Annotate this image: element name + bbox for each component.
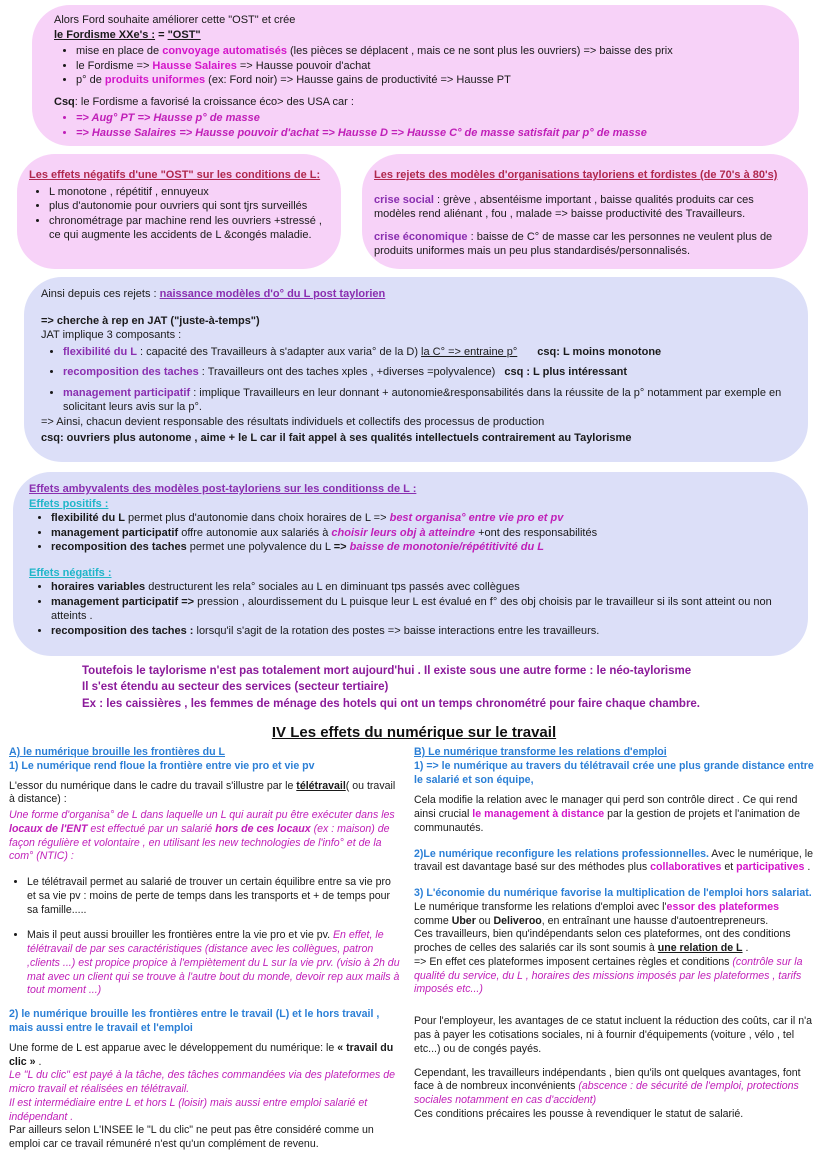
list-item: • => Aug° PT => Hausse p° de masse xyxy=(76,111,777,126)
list-item: • L monotone , répétitif , ennuyeux xyxy=(49,185,327,200)
list-item: • management participatif => pression , alourdissement du L puisque leur L est évalué en f° des obj choisis par le travailleur si ils sont atteint ou non atteints . xyxy=(51,595,790,624)
travail-clic-def-1: Le "L du clic" est payé à la tâche, des tâches commandées via des plateformes de micro travail et réalisées en télétravail. xyxy=(9,1069,395,1096)
fordisme-title: le Fordisme XXe's : = "OST" xyxy=(54,28,201,41)
inconvenients: Cependant, les travailleurs indépendants , bien qu'ils ont quelques avantages, font face à de nombreux inconvénients (abscence : de sécurité de l'emploi, protections sociales notamment en cas d'accident) xyxy=(414,1066,801,1107)
list-item: • Mais il peut aussi brouiller les frontières entre la vie pro et vie pv. En effet, le télétravail de par ses caractéristiques (distance avec les collègues, patron ,clients ...) est propice propice à l'empiètement du L sur la vie prv. (visio à 2h du mat avec un client qui se trouve à l'autre bout du monde, devoir rep aux mails à tout moment ...) xyxy=(27,929,400,998)
effets-negatifs-list xyxy=(29,580,790,638)
effets-positifs-list xyxy=(29,511,790,555)
neo-taylorisme xyxy=(82,663,802,712)
right-section-title: B) Le numérique transforme les relations d'emploi xyxy=(414,746,667,758)
left-section-title: A) le numérique brouille les frontières du L xyxy=(9,746,226,758)
fordisme-box xyxy=(32,5,799,146)
list-item: • recomposition des taches permet une polyvalence du L => baisse de monotonie/répétitivité du L xyxy=(51,540,790,555)
crise-sociale: crise social : grève , absentéisme important , baisse qualités produits car ces modèles rend aliénant , fou , malade => baisse productivité des Travailleurs. xyxy=(374,193,754,221)
fordisme-intro: Alors Ford souhaite améliorer cette "OST" et crée xyxy=(54,14,296,26)
right-sub-3-title: 3) L'économie du numérique favorise la multiplication de l'emploi hors salariat. xyxy=(414,887,812,900)
effets-negatifs-title: Effets négatifs : xyxy=(29,566,112,579)
effets-ambivalents-box xyxy=(13,472,808,656)
teletravail-list xyxy=(9,876,400,998)
list-item: • recomposition des taches : lorsqu'il s'agit de la rotation des postes => baisse interactions entre les travailleurs. xyxy=(51,624,790,639)
list-item: • p° de produits uniformes (ex: Ford noir) => Hausse gains de productivité => Hausse PT xyxy=(76,73,777,88)
neo-line-2: Il s'est étendu au secteur des services (secteur tertiaire) xyxy=(82,681,389,694)
avantages-employeur: Pour l'employeur, les avantages de ce statut incluent la réduction des coûts, car il n'a pas à payer les cotisations sociales, ni à fournir d'équipements (voiture , vélo , tel etc...) ou de congés payés. xyxy=(414,1015,813,1055)
list-item: • mise en place de convoyage automatisés (les pièces se déplacent , mais ce ne sont plus les ouvriers) => baisse des prix xyxy=(76,44,777,59)
teletravail-intro: L'essor du numérique dans le cadre du travail s'illustre par le télétravail( ou travail à distance) : xyxy=(9,779,396,806)
effets-negatifs-list xyxy=(29,185,327,243)
relation-de-l: Ces travailleurs, bien qu'indépendants selon ces plateformes, ont des conditions proches de celles des salariés car ils sont soumis à une relation de L . xyxy=(414,928,791,955)
fordisme-csq: Csq: le Fordisme a favorisé la croissance éco> des USA car : xyxy=(54,95,354,108)
relations-pro: 2)Le numérique reconfigure les relations professionnelles. Avec le numérique, le travail est davantage basé sur des méthodes plus collaboratives et participatives . xyxy=(414,847,813,874)
csq-list xyxy=(54,111,777,140)
right-column xyxy=(414,746,814,1122)
travail-clic-insee: Par ailleurs selon L'INSEE le "L du clic" ne peut pas être considéré comme un emploi car ce travail rémunéré n'est qu'un complément de revenu. xyxy=(9,1124,374,1151)
fordisme-list xyxy=(54,44,777,88)
regles-plateformes: => En effet ces plateformes imposent certaines règles et conditions (contrôle sur la qualité du service, du L , horaires des missions imposés par les plateformes , tarifs imposés etc...) xyxy=(414,955,803,996)
list-item: • management participatif : implique Travailleurs en leur donnant + autonomie&responsabilités dans la réussite de la p° notamment par exemple en solicitant leurs avis sur la p°. xyxy=(63,386,790,415)
list-item: • => Hausse Salaires => Hausse pouvoir d'achat => Hausse D => Hausse C° de masse satisfait par p° de masse xyxy=(76,126,777,141)
post-taylorien-csq: csq: ouvriers plus autonome , aime + le L car il fait appel à ses qualités intellectuels contrairement au Taylorisme xyxy=(41,432,632,445)
teletravail-def: Une forme d'organisa° de L dans laquelle un L qui aurait pu être exécuter dans les locaux de l'ENT est effectué par un salarié hors de ces locaux (ex : maison) de façon régulière et volontaire , en utilisant les new technologies de l'info° et de la com° (NTIC) : xyxy=(9,809,395,863)
list-item: • management participatif offre autonomie aux salariés à choisir leurs obj à atteindre +ont des responsabilités xyxy=(51,526,790,541)
effets-ambivalents-title: Effets ambyvalents des modèles post-tayloriens sur les conditionss de L : xyxy=(29,483,417,495)
travail-clic-intro: Une forme de L est apparue avec le développement du numérique: le « travail du clic » . xyxy=(9,1041,394,1068)
effets-negatifs-box xyxy=(17,154,341,269)
list-item: • flexibilité du L permet plus d'autonomie dans choix horaires de L => best organisa° entre vie pro et pv xyxy=(51,511,790,526)
travail-clic-def-2: Il est intermédiaire entre L et hors L (loisir) mais aussi entre emploi salarié et indépendant . xyxy=(9,1096,368,1123)
list-item: • le Fordisme => Hausse Salaires => Hausse pouvoir d'achat xyxy=(76,59,777,74)
neo-line-1: Toutefois le taylorisme n'est pas totalement mort aujourd'hui . Il existe sous une autre forme : le néo-taylorisme xyxy=(82,665,692,677)
jat-list xyxy=(41,345,790,415)
conditions-precaires: Ces conditions précaires les pousse à revendiquer le statut de salarié. xyxy=(414,1107,744,1120)
left-column xyxy=(9,746,400,1152)
list-item: • plus d'autonomie pour ouvriers qui sont tjrs surveillés xyxy=(49,199,327,214)
jat-components: JAT implique 3 composants : xyxy=(41,329,182,342)
effets-negatifs-title: Les effets négatifs d'une "OST" sur les conditions de L: xyxy=(29,169,321,181)
crise-economique: crise économique : baisse de C° de masse car les personnes ne veulent plus de produits uniformes mais un peu plus standardisés/personnalisés. xyxy=(374,230,773,258)
list-item: • Le télétravail permet au salarié de trouver un certain équilibre entre sa vie pro et sa vie pv : moins de perte de temps dans les transports et + de temps pour sa famille..... xyxy=(27,876,400,917)
list-item: • chronométrage par machine rend les ouvriers +stressé , ce qui augmente les accidents de L &congés maladie. xyxy=(49,214,327,243)
rejets-box xyxy=(362,154,808,269)
list-item: • recomposition des taches : Travailleurs ont des taches xples , +diverses =polyvalence) csq : L plus intéressant xyxy=(63,365,790,380)
plateformes: Le numérique transforme les relations d'emploi avec l'essor des plateformes comme Uber ou Deliveroo, en entraînant une hausse d'autoentrepreneurs. xyxy=(414,900,780,927)
right-sub-1-title: 1) => le numérique au travers du télétravail crée une plus grande distance entre le salarié et son équipe, xyxy=(414,759,814,786)
list-item: • horaires variables destructurent les rela° sociales au L en diminuant tps passés avec collègues xyxy=(51,580,790,595)
left-sub-1-title: 1) Le numérique rend floue la frontière entre vie pro et vie pv xyxy=(9,759,315,772)
neo-line-3: Ex : les caissières , les femmes de ménage des hotels qui ont un temps chronométré pour faire chaque chambre. xyxy=(82,697,701,710)
management-distance: Cela modifie la relation avec le manager qui perd son contrôle direct . Ce qui rend ainsi crucial le management à distance par la gestion de projets et l'animation de communautés. xyxy=(414,794,800,834)
left-sub-2-title: 2) le numérique brouille les frontières entre le travail (L) et le hors travail , mais aussi entre le travail et l'emploi xyxy=(9,1008,380,1035)
jat-line: => cherche à rep en JAT ("juste-à-temps") xyxy=(41,314,260,327)
post-taylorien-box xyxy=(24,277,808,462)
rejets-title: Les rejets des modèles d'organisations tayloriens et fordistes (de 70's à 80's) xyxy=(374,169,778,181)
post-taylorien-intro: Ainsi depuis ces rejets : naissance modèles d'o° du L post taylorien xyxy=(41,288,386,300)
section-title: IV Les effets du numérique sur le travail xyxy=(271,724,557,741)
effets-positifs-title: Effets positifs : xyxy=(29,497,109,510)
list-item: • flexibilité du L : capacité des Travailleurs à s'adapter aux varia° de la D) la C° => entraine p° csq: L moins monotone xyxy=(63,345,790,360)
ainsi-line: => Ainsi, chacun devient responsable des résultats individuels et collectifs des processus de production xyxy=(41,415,545,428)
